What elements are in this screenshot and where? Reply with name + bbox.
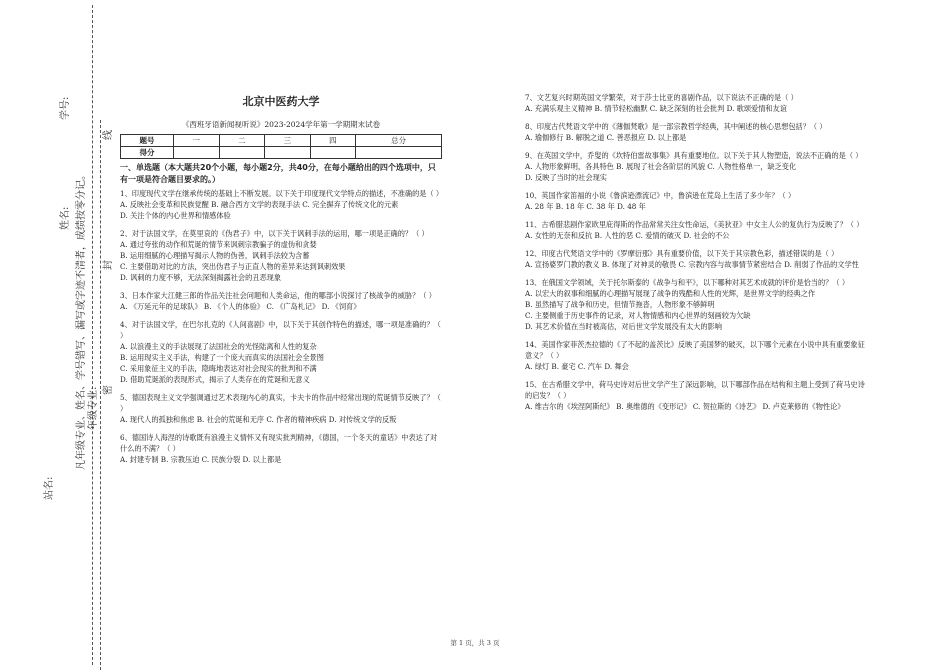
question-options: A. 通过夸张的动作和荒诞的情节来讽刺宗教骗子的虚伪和贪婪 bbox=[120, 240, 317, 249]
score-cell: 得分 bbox=[121, 147, 174, 159]
question-options: A. 以浪漫主义的手法展现了法国社会的光怪陆离和人性的复杂 bbox=[120, 342, 317, 351]
score-blank bbox=[356, 147, 442, 159]
question-options: A. 人物形象鲜明，各具特色 B. 展现了社会各阶层的风貌 C. 人物性格单一，缺乏变化 bbox=[525, 162, 797, 171]
question-item bbox=[525, 277, 870, 332]
question-options: A. 28 年 B. 18 年 C. 38 年 D. 48 年 bbox=[525, 202, 646, 211]
question-stem: 12、印度古代梵语文学中的《罗摩衍那》具有重要价值，以下关于其宗教色彩，描述错误的是（ ） bbox=[525, 249, 839, 258]
student-id-label: 学号: bbox=[60, 96, 71, 120]
question-options: B. 虽然描写了战争和历史，但情节拖沓，人物形象不够鲜明 bbox=[525, 300, 715, 309]
question-item bbox=[525, 92, 870, 114]
right-column bbox=[525, 92, 870, 419]
seal-mark-feng: 封 bbox=[103, 260, 114, 270]
question-stem: 15、在古希腊文学中，荷马史诗对后世文学产生了深远影响，以下哪部作品在结构和主题上受到了荷马史诗的启发？（ ） bbox=[525, 380, 865, 400]
question-options: A. 维吉尔的《埃涅阿斯纪》 B. 奥维德的《变形记》 C. 贺拉斯的《诗艺》 D. 卢克莱修的《物性论》 bbox=[525, 402, 845, 411]
name-label: 姓名: bbox=[60, 206, 71, 230]
question-item bbox=[120, 319, 442, 385]
question-options: D. 反映了当时的社会现实 bbox=[525, 173, 607, 182]
question-stem: 11、古希腊悲剧作家欧里庇得斯的作品常常关注女性命运，《美狄亚》中女主人公的复仇行为反映了？（ ） bbox=[525, 220, 864, 229]
binding-margin bbox=[0, 0, 114, 672]
warning-text: 凡年级专业、姓名、学号错写、漏写或字迹不清者，成绩按零分记。 bbox=[76, 170, 87, 470]
question-stem: 6、德国诗人海涅的诗歌既有浪漫主义情怀又有现实批判精神，《德国，一个冬天的童话》中表达了对什么的不满？（ ） bbox=[120, 433, 438, 453]
question-options: B. 运用细腻的心理描写揭示人物的伪善，讽刺手法较为含蓄 bbox=[120, 251, 310, 260]
question-options: C. 主要侧重于历史事件的记录，对人物情感和内心世界的刻画较为欠缺 bbox=[525, 311, 751, 320]
question-options: C. 采用象征主义的手法，隐晦地表达对社会现实的批判和不满 bbox=[120, 364, 317, 373]
right-question-list bbox=[525, 92, 870, 412]
grade-major-label: 年级专业: bbox=[88, 386, 99, 430]
question-item bbox=[525, 190, 870, 212]
question-item bbox=[120, 188, 442, 221]
question-stem: 8、印度古代梵语文学中的《薄伽梵歌》是一部宗教哲学经典，其中阐述的核心思想包括？（ ） bbox=[525, 122, 827, 131]
section-heading: 一、单选题（本大题共20个小题，每小题2分，共40分，在每小题给出的四个选项中，只有一项是符合题目要求的。） bbox=[120, 163, 436, 184]
score-table-score-row bbox=[121, 147, 442, 159]
question-options: A. 女性的无奈和反抗 B. 人性的恶 C. 爱情的破灭 D. 社会的不公 bbox=[525, 231, 730, 240]
question-options: D. 借助荒诞派的表现形式，揭示了人类存在的荒诞和无意义 bbox=[120, 375, 310, 384]
margin-dashed-line bbox=[100, 120, 101, 670]
margin-dashed-line bbox=[92, 5, 93, 665]
question-stem: 5、德国表现主义文学强调通过艺术表现内心的真实，卡夫卡的作品中经常出现的荒诞情节反映了？（ ） bbox=[120, 393, 441, 413]
question-item bbox=[525, 121, 870, 143]
question-options: A. 《万延元年的足球队》 B. 《个人的体验》 C. 《广岛札记》 D. 《饲育》 bbox=[120, 302, 361, 311]
question-options: A. 绿灯 B. 豪宅 C. 汽车 D. 舞会 bbox=[525, 362, 629, 371]
question-stem: 10、英国作家笛福的小说《鲁滨逊漂流记》中，鲁滨逊在荒岛上生活了多少年？（ ） bbox=[525, 191, 796, 200]
score-cell: 二 bbox=[219, 135, 265, 147]
page-footer: 第 1 页，共 3 页 bbox=[450, 639, 500, 647]
left-question-list bbox=[120, 188, 442, 465]
score-cell: 总分 bbox=[356, 135, 442, 147]
score-cell: 题号 bbox=[121, 135, 174, 147]
question-item bbox=[120, 432, 442, 465]
question-item bbox=[525, 219, 870, 241]
question-options: A. 反映社会变革和民族觉醒 B. 融合西方文学的表现手法 C. 完全摒弃了传统文化的元素 bbox=[120, 200, 399, 209]
score-cell: 一 bbox=[174, 135, 220, 147]
question-stem: 4、对于法国文学，在巴尔扎克的《人间喜剧》中，以下关于其创作特色的描述，哪一项是准确的？（ ） bbox=[120, 320, 441, 340]
score-blank bbox=[265, 147, 311, 159]
question-options: A. 封建专制 B. 宗教压迫 C. 民族分裂 D. 以上都是 bbox=[120, 455, 282, 464]
score-blank bbox=[310, 147, 356, 159]
site-name-label: 站名: bbox=[44, 476, 55, 500]
page-title: 北京中医药大学 bbox=[242, 95, 320, 108]
seal-mark-xian: 线 bbox=[103, 130, 114, 140]
question-options: D. 讽刺的力度不够，无法深刻揭露社会的丑恶现象 bbox=[120, 273, 282, 282]
question-stem: 9、在英国文学中，乔叟的《坎特伯雷故事集》具有重要地位。以下关于其人物塑造，说法不正确的是（ ） bbox=[525, 151, 863, 160]
score-cell: 四 bbox=[310, 135, 356, 147]
question-options: A. 瑜伽修行 B. 解脱之道 C. 善恶报应 D. 以上都是 bbox=[525, 133, 687, 142]
question-stem: 14、美国作家菲茨杰拉德的《了不起的盖茨比》反映了美国梦的破灭，以下哪个元素在小说中具有重要象征意义？（ ） bbox=[525, 340, 865, 360]
question-options: A. 现代人的孤独和焦虑 B. 社会的荒诞和无序 C. 作者的精神疾病 D. 对传统文学的反叛 bbox=[120, 415, 397, 424]
question-item bbox=[525, 379, 870, 412]
question-options: A. 宣扬婆罗门教的教义 B. 体现了对神灵的敬畏 C. 宗教内容与故事情节紧密结合 D. 削弱了作品的文学性 bbox=[525, 260, 859, 269]
score-table-header-row bbox=[121, 135, 442, 147]
question-options: C. 主要借助对比的方法，突出伪君子与正直人物的差异来达到讽刺效果 bbox=[120, 262, 346, 271]
question-item bbox=[120, 228, 442, 283]
question-stem: 2、对于法国文学，在莫里哀的《伪君子》中，以下关于讽刺手法的运用，哪一项是正确的？（ ） bbox=[120, 229, 429, 238]
question-stem: 1、印度现代文学在继承传统的基础上不断发展。以下关于印度现代文学特点的描述，不准确的是（ ） bbox=[120, 189, 444, 198]
question-options: D. 关注个体的内心世界和情感体验 bbox=[120, 211, 231, 220]
question-options: B. 运用现实主义手法，构建了一个庞大而真实的法国社会全景图 bbox=[120, 353, 324, 362]
score-blank bbox=[219, 147, 265, 159]
question-item bbox=[525, 339, 870, 372]
question-item bbox=[120, 290, 442, 312]
question-item bbox=[120, 392, 442, 425]
exam-subtitle: 《西班牙语新闻视听说》2023-2024学年第一学期期末试卷 bbox=[181, 120, 381, 129]
question-item bbox=[525, 248, 870, 270]
question-options: A. 以宏大的叙事和细腻的心理描写展现了战争的残酷和人性的光辉，是世界文学的经典之作 bbox=[525, 289, 816, 298]
question-item bbox=[525, 150, 870, 183]
seal-mark-mi: 密 bbox=[103, 385, 114, 395]
left-column bbox=[120, 92, 442, 472]
question-stem: 7、文艺复兴时期英国文学繁荣，对于莎士比亚的喜剧作品，以下说法不正确的是（ ） bbox=[525, 93, 798, 102]
score-table bbox=[120, 134, 442, 159]
score-blank bbox=[174, 147, 220, 159]
question-options: A. 充满乐观主义精神 B. 情节轻松幽默 C. 缺乏深刻的社会批判 D. 歌颂爱情和友谊 bbox=[525, 104, 787, 113]
question-stem: 13、在俄国文学领域，关于托尔斯泰的《战争与和平》，以下哪种对其艺术成就的评价是恰当的？（ ） bbox=[525, 278, 850, 287]
question-stem: 3、日本作家大江健三郎的作品关注社会问题和人类命运，他的哪部小说探讨了核战争的威胁？（ ） bbox=[120, 291, 436, 300]
question-options: D. 其艺术价值在当时被高估，对后世文学发展没有太大的影响 bbox=[525, 322, 722, 331]
score-cell: 三 bbox=[265, 135, 311, 147]
